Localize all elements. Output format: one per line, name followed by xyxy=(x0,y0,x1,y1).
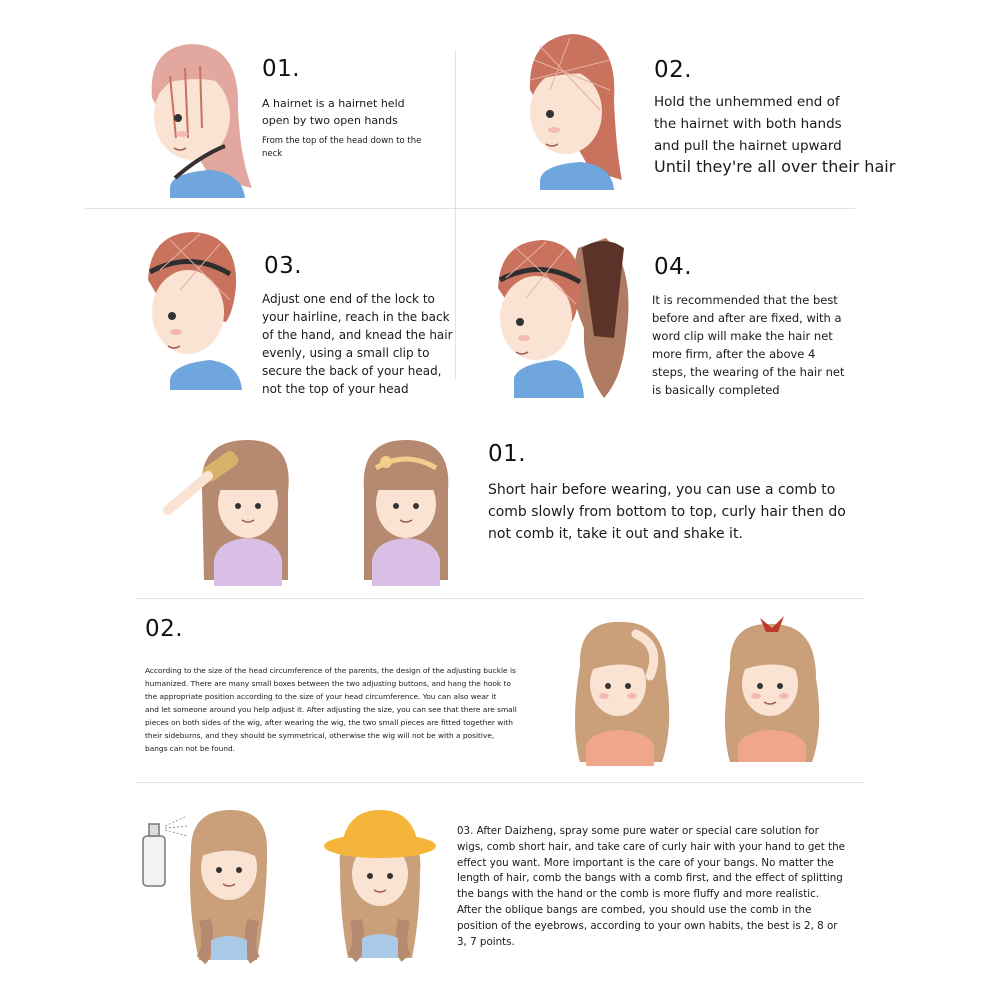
tip3-illustration-hat xyxy=(320,808,440,958)
tip2-number: 02. xyxy=(145,616,184,642)
tip2-illustration-adjusting xyxy=(566,616,676,766)
tip1-illustration-headband xyxy=(350,440,460,590)
step2-emphasis: Until they're all over their hair xyxy=(654,157,896,176)
step3-text: Adjust one end of the lock to your hairline, reach in the back of the hand, and knead the hair evenly, using a small clip to secure the back of your head, not the top of your head xyxy=(262,292,453,396)
tip3-text: 03. After Daizheng, spray some pure water or special care solution for wigs, comb short hair, and take care of curly hair with your hand to get the effect you want. More important is the care of your bangs. No matter the length of hair, comb the bangs with a comb first, and the effect of splitting the bangs with the hand or the comb is more fluffy and more realistic. After the oblique bangs are combed, you should use the comb in the position of the eyebrows, according to your own habits, the best is 2, 8 or 3, 7 points. xyxy=(457,825,845,948)
step1-note: From the top of the head down to the neck xyxy=(262,136,422,159)
step1-number: 01. xyxy=(262,56,301,82)
divider-horizontal-2 xyxy=(135,598,865,599)
step3-number: 03. xyxy=(264,253,303,279)
step4-number: 04. xyxy=(654,254,693,280)
step3-illustration xyxy=(130,230,250,390)
step2-number: 02. xyxy=(654,57,693,83)
step1-line1: A hairnet is a hairnet held xyxy=(262,97,405,110)
step2-line2: the hairnet with both hands xyxy=(654,116,842,132)
step2-line3: and pull the hairnet upward xyxy=(654,138,842,154)
tip1-text: Short hair before wearing, you can use a comb to comb slowly from bottom to top, curly hair then do not comb it, take it out and shake it. xyxy=(488,482,846,542)
tip3-illustration-spray xyxy=(135,810,275,960)
step2-line1: Hold the unhemmed end of xyxy=(654,94,840,110)
tip2-text: According to the size of the head circumference of the parents, the design of the adjusting buckle is humanized. There are many small boxes between the two adjusting buttons, and hang the hook to the appropriate position according to the size of your head circumference. You can also wear it and let someone around you help adjust it. After adjusting the size, you can see that there are small pieces on both sides of the wig, after wearing the wig, the two small pieces are fitted together with their sideburns, and they should be symmetrical, otherwise the wig will not be with a positive, bangs can not be found. xyxy=(145,666,517,753)
step2-illustration xyxy=(510,30,630,190)
divider-vertical-top xyxy=(455,50,456,380)
tip2-illustration-bow xyxy=(716,612,826,762)
step1-illustration xyxy=(130,38,250,198)
tip1-illustration-combing xyxy=(168,440,298,590)
divider-horizontal-3 xyxy=(135,782,865,783)
divider-horizontal-1 xyxy=(85,208,855,209)
tip1-number: 01. xyxy=(488,441,527,467)
step1-line2: open by two open hands xyxy=(262,114,398,127)
step4-text: It is recommended that the best before and after are fixed, with a word clip will make the hair net more firm, after the above 4 steps, the wearing of the hair net is basically completed xyxy=(652,293,845,397)
step4-illustration xyxy=(486,228,646,398)
